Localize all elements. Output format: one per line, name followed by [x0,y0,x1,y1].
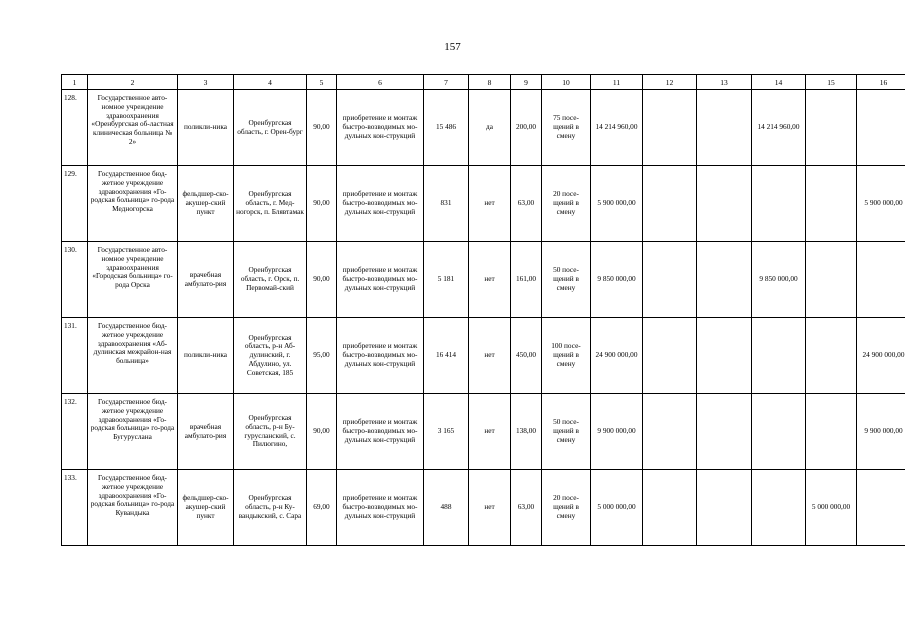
cell-institution-name: Государственное авто-номное учреждение здравоохранения «Городская больница» го-рода Орска [88,242,178,318]
table-row [62,166,905,242]
column-header: 6 [337,75,424,90]
cell-wear-percent: 90,00 [307,166,337,242]
cell-area: 200,00 [511,90,542,166]
cell-existing: нет [469,166,511,242]
cell-institution-name: Государственное бюд-жетное учреждение здравоохранения «Аб-дулинская межрайон-ная больница» [88,318,178,394]
column-header: 13 [697,75,752,90]
column-header: 14 [752,75,806,90]
cell-amount-col-13 [697,318,752,394]
cell-activity: приобретение и монтаж быстро-возводимых мо-дульных кон-струкций [337,166,424,242]
cell-total-amount: 5 000 000,00 [591,470,643,546]
table-row [62,242,905,318]
cell-amount-col-12 [643,242,697,318]
table-row [62,90,905,166]
cell-wear-percent: 90,00 [307,90,337,166]
cell-total-amount: 14 214 960,00 [591,90,643,166]
column-header: 8 [469,75,511,90]
cell-facility-type: фельдшер-ско-акушер-ский пункт [178,470,234,546]
cell-total-amount: 5 900 000,00 [591,166,643,242]
table-row [62,318,905,394]
cell-existing: нет [469,318,511,394]
cell-amount-col-14 [752,394,806,470]
cell-address: Оренбургская область, г. Мед-ногорск, п. Блявтамак [234,166,307,242]
column-header: 4 [234,75,307,90]
cell-amount-col-13 [697,394,752,470]
cell-amount-col-14: 9 850 000,00 [752,242,806,318]
cell-capacity: 50 посе-щений в смену [542,394,591,470]
cell-total-amount: 9 850 000,00 [591,242,643,318]
column-header: 11 [591,75,643,90]
cell-existing: да [469,90,511,166]
column-header: 15 [806,75,857,90]
cell-amount-col-16 [857,90,905,166]
cell-amount-col-15 [806,318,857,394]
table-row [62,394,905,470]
cell-address: Оренбургская область, р-н Бу-гурусланский, с. Пилюгино, [234,394,307,470]
cell-row-number: 132. [62,394,88,470]
cell-wear-percent: 90,00 [307,394,337,470]
cell-row-number: 128. [62,90,88,166]
cell-amount-col-16 [857,242,905,318]
cell-area: 63,00 [511,470,542,546]
cell-activity: приобретение и монтаж быстро-возводимых мо-дульных кон-струкций [337,242,424,318]
cell-amount-col-12 [643,166,697,242]
cell-amount-col-14 [752,470,806,546]
cell-facility-type: врачебная амбулато-рия [178,394,234,470]
cell-capacity: 50 посе-щений в смену [542,242,591,318]
cell-address: Оренбургская область, г. Орск, п. Первомай-ский [234,242,307,318]
cell-facility-type: поликли-ника [178,90,234,166]
cell-population: 488 [424,470,469,546]
cell-existing: нет [469,394,511,470]
cell-wear-percent: 95,00 [307,318,337,394]
cell-row-number: 131. [62,318,88,394]
cell-population: 831 [424,166,469,242]
page-number: 157 [444,41,461,53]
cell-capacity: 20 посе-щений в смену [542,470,591,546]
cell-population: 3 165 [424,394,469,470]
cell-activity: приобретение и монтаж быстро-возводимых мо-дульных кон-струкций [337,90,424,166]
cell-amount-col-15 [806,242,857,318]
cell-amount-col-13 [697,90,752,166]
data-table [61,74,905,546]
cell-address: Оренбургская область, р-н Аб-дулинский, г. Абдулино, ул. Советская, 185 [234,318,307,394]
cell-amount-col-16: 24 900 000,00 [857,318,905,394]
cell-amount-col-15 [806,90,857,166]
cell-amount-col-15: 5 000 000,00 [806,470,857,546]
cell-amount-col-15 [806,166,857,242]
cell-facility-type: врачебная амбулато-рия [178,242,234,318]
cell-amount-col-14 [752,166,806,242]
column-header: 7 [424,75,469,90]
cell-amount-col-12 [643,90,697,166]
cell-capacity: 20 посе-щений в смену [542,166,591,242]
cell-amount-col-13 [697,242,752,318]
cell-facility-type: фельдшер-ско-акушер-ский пункт [178,166,234,242]
cell-amount-col-12 [643,394,697,470]
cell-existing: нет [469,470,511,546]
cell-activity: приобретение и монтаж быстро-возводимых мо-дульных кон-струкций [337,394,424,470]
cell-area: 138,00 [511,394,542,470]
column-header: 3 [178,75,234,90]
cell-amount-col-12 [643,318,697,394]
column-header: 9 [511,75,542,90]
cell-amount-col-16 [857,470,905,546]
cell-activity: приобретение и монтаж быстро-возводимых мо-дульных кон-струкций [337,318,424,394]
column-header: 2 [88,75,178,90]
cell-institution-name: Государственное бюд-жетное учреждение здравоохранения «Го-родская больница» го-рода Кувандыка [88,470,178,546]
cell-facility-type: поликли-ника [178,318,234,394]
cell-institution-name: Государственное бюд-жетное учреждение здравоохранения «Го-родская больница» го-рода Медногорска [88,166,178,242]
cell-activity: приобретение и монтаж быстро-возводимых мо-дульных кон-струкций [337,470,424,546]
column-header: 1 [62,75,88,90]
cell-institution-name: Государственное бюд-жетное учреждение здравоохранения «Го-родская больница» го-рода Бугуруслана [88,394,178,470]
cell-wear-percent: 90,00 [307,242,337,318]
cell-amount-col-12 [643,470,697,546]
cell-area: 161,00 [511,242,542,318]
cell-wear-percent: 69,00 [307,470,337,546]
table-row [62,470,905,546]
cell-amount-col-13 [697,470,752,546]
cell-area: 450,00 [511,318,542,394]
column-header: 5 [307,75,337,90]
cell-amount-col-16: 5 900 000,00 [857,166,905,242]
cell-population: 15 486 [424,90,469,166]
cell-existing: нет [469,242,511,318]
cell-total-amount: 9 900 000,00 [591,394,643,470]
cell-amount-col-16: 9 900 000,00 [857,394,905,470]
cell-row-number: 129. [62,166,88,242]
cell-amount-col-15 [806,394,857,470]
cell-amount-col-14: 14 214 960,00 [752,90,806,166]
cell-population: 5 181 [424,242,469,318]
cell-amount-col-13 [697,166,752,242]
column-header: 12 [643,75,697,90]
cell-address: Оренбургская область, г. Орен-бург [234,90,307,166]
cell-institution-name: Государственное авто-номное учреждение здравоохранения «Оренбургская об-ластная клиническая больница № 2» [88,90,178,166]
cell-row-number: 133. [62,470,88,546]
cell-total-amount: 24 900 000,00 [591,318,643,394]
table-header-row [62,75,905,90]
cell-amount-col-14 [752,318,806,394]
column-header: 16 [857,75,905,90]
cell-capacity: 75 посе-щений в смену [542,90,591,166]
cell-address: Оренбургская область, р-н Ку-вандыкский, с. Сара [234,470,307,546]
column-header: 10 [542,75,591,90]
cell-capacity: 100 посе-щений в смену [542,318,591,394]
cell-area: 63,00 [511,166,542,242]
cell-row-number: 130. [62,242,88,318]
cell-population: 16 414 [424,318,469,394]
